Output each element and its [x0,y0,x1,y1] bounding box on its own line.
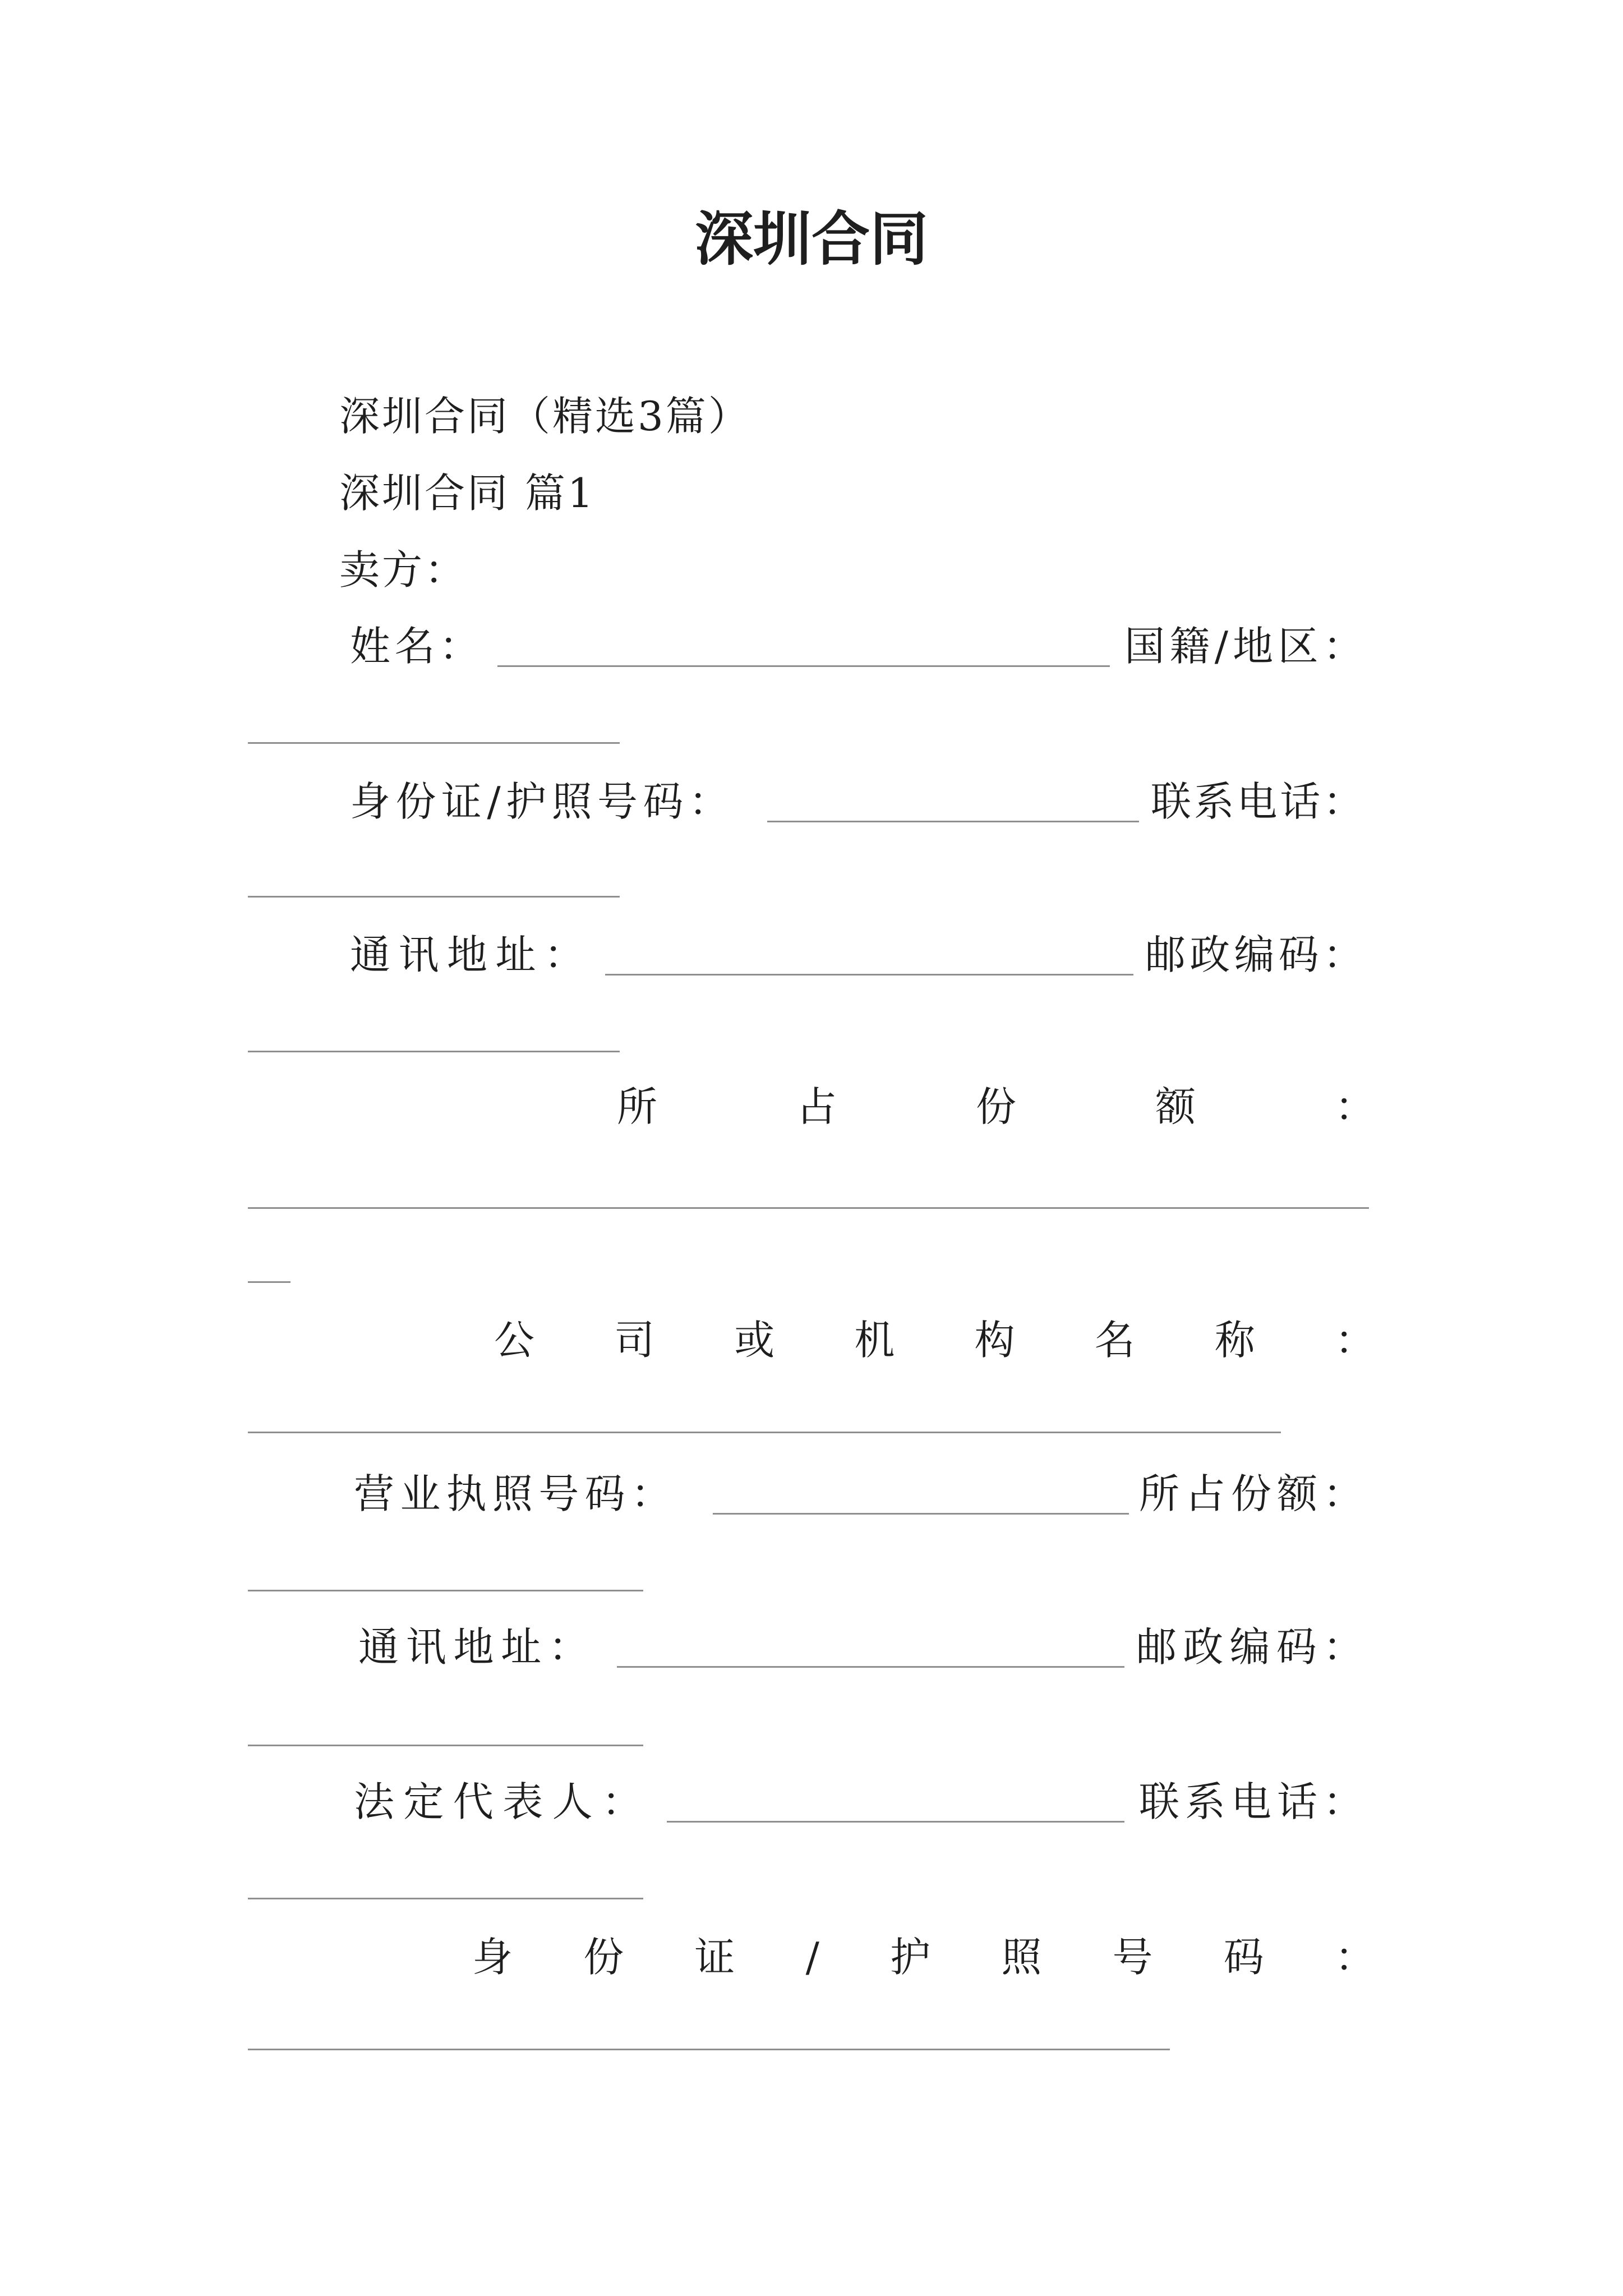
document-title: 深圳合同 [694,204,928,273]
company-name-blank [248,1432,1281,1433]
document-subtitle: 深圳合同（精选3篇） [339,393,751,440]
share-blank [248,1207,1369,1209]
legal-rep-label: 法定代表人： [354,1779,642,1824]
seller-label: 卖方： [339,546,468,593]
company-postcode-blank [248,1745,643,1746]
share-label: 所占份额： [617,1084,1375,1129]
license-number-blank [713,1513,1129,1515]
phone-label: 联系电话： [1151,779,1363,824]
company-name-label: 公司或机构名称： [494,1318,1375,1363]
share-blank-continued [248,1281,291,1283]
company-share-blank [248,1590,643,1591]
section-heading: 深圳合同 篇1 [339,470,596,517]
company-postcode-label: 邮政编码： [1136,1625,1363,1669]
license-number-label: 营业执照号码： [354,1471,671,1516]
postcode-label: 邮政编码： [1145,932,1363,977]
id-number-label: 身份证/护照号码： [350,779,729,824]
nationality-label: 国籍/地区： [1124,624,1363,669]
legal-rep-blank [667,1821,1124,1823]
postcode-blank [248,1051,620,1052]
phone-blank [248,896,620,898]
id-number-blank [767,821,1139,822]
company-address-blank [617,1666,1124,1668]
rep-id-number-blank [248,2049,1170,2050]
rep-id-number-label: 身份证/护照号码： [472,1935,1375,1980]
address-label: 通讯地址： [350,932,584,977]
address-blank [605,974,1133,976]
company-phone-label: 联系电话： [1139,1779,1363,1824]
company-share-label: 所占份额： [1139,1471,1363,1516]
company-address-label: 通讯地址： [358,1625,589,1669]
name-label: 姓名： [350,624,479,669]
name-blank [497,665,1110,667]
nationality-blank [248,742,620,744]
company-phone-blank [248,1898,643,1899]
